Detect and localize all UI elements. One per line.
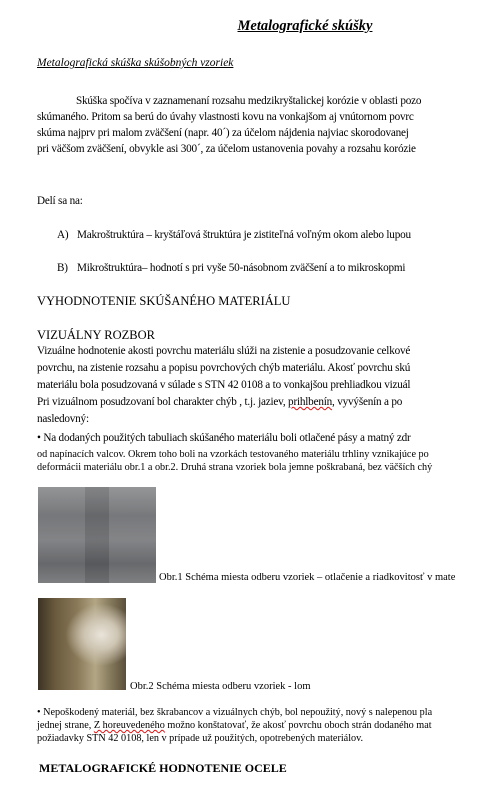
visual-line-5: nasledovný: bbox=[37, 413, 89, 425]
divide-label: Delí sa na: bbox=[37, 195, 83, 207]
figure-2-photo bbox=[38, 598, 126, 690]
section-heading-metallography: METALOGRAFICKÉ HODNOTENIE OCELE bbox=[39, 761, 287, 775]
subtitle: Metalografická skúška skúšobných vzoriek bbox=[37, 57, 234, 69]
bullet1-line-2: od napínacích valcov. Okrem toho boli na vzorkách testovaného materiálu trhliny vznikajúce po bbox=[37, 449, 429, 460]
list-marker-b: B) bbox=[57, 262, 68, 274]
page-title: Metalografické skúšky bbox=[237, 18, 373, 34]
visual-line-1: Vizuálne hodnotenie akosti povrchu materiálu slúži na zistenie a posudzovanie celkové bbox=[37, 345, 411, 357]
bullet2-line-2-end: možno konštatovať, že akosť povrchu oboch strán dodaného mat bbox=[164, 720, 432, 731]
bullet2-line-1: • Nepoškodený materiál, bez škrabancov a vizuálnych chýb, bol nepoužitý, nový s nalepenou pla bbox=[37, 707, 433, 718]
figure-2-caption: Obr.2 Schéma miesta odberu vzoriek - lom bbox=[130, 681, 311, 692]
bullet2-line-2 bbox=[37, 720, 432, 731]
list-item-b: Mikroštruktúra– hodnotí s pri vyše 50-násobnom zväčšení a to mikroskopmi bbox=[77, 262, 406, 274]
visual-line-2: povrchu, na zistenie rozsahu a popisu povrchových chýb materiálu. Akosť povrchu skú bbox=[37, 362, 411, 374]
bullet1-line-1: • Na dodaných použitých tabuliach skúšaného materiálu boli otlačené pásy a matný zdr bbox=[37, 432, 411, 444]
visual-line-4-end: , vyvýšenín a po bbox=[332, 396, 403, 408]
visual-line-4 bbox=[37, 396, 402, 408]
bullet2-line-2-start: jednej strane, bbox=[37, 720, 94, 731]
figure-1-photo bbox=[38, 487, 156, 583]
visual-heading: VIZUÁLNY ROZBOR bbox=[37, 328, 155, 342]
misspelled-word-2: Z horeuvedeného bbox=[93, 720, 165, 731]
section-heading-evaluation: VYHODNOTENIE SKÚŠANÉHO MATERIÁLU bbox=[37, 294, 291, 308]
visual-line-4-start: Pri vizuálnom posudzovaní bol charakter chýb , t.j. jaziev, bbox=[37, 396, 289, 408]
list-item-a: Makroštruktúra – kryštáľová štruktúra je zistiteľná voľným okom alebo lupou bbox=[77, 229, 411, 241]
intro-line-3: skúma najprv pri malom zväčšení (napr. 40´) za účelom nájdenia najviac skorodovanej bbox=[37, 127, 409, 139]
visual-line-3: materiálu bola posudzovaná v súlade s STN 42 0108 a to vonkajšou prehliadkou vizuál bbox=[37, 379, 411, 391]
list-marker-a: A) bbox=[57, 229, 69, 241]
intro-line-2: skúmaného. Pritom sa berú do úvahy vlastnosti kovu na vonkajšom aj vnútornom povrc bbox=[37, 111, 414, 123]
misspelled-word: prihlbenín bbox=[288, 396, 333, 408]
figure-1-caption: Obr.1 Schéma miesta odberu vzoriek – otlačenie a riadkovitosť v mate bbox=[159, 572, 456, 583]
intro-line-1: Skúška spočíva v zaznamenaní rozsahu medzikryštalickej korózie v oblasti pozo bbox=[76, 95, 422, 107]
bullet1-line-3: deformácii materiálu obr.1 a obr.2. Druhá strana vzoriek bola jemne poškrabaná, bez väčších chý bbox=[37, 462, 433, 473]
intro-line-4: pri väčšom zväčšení, obvykle asi 300´, za účelom ustanovenia povahy a rozsahu korózie bbox=[37, 143, 416, 155]
bullet2-line-3: požiadavky STN 42 0108, len v prípade už použitých, opotrebených materiálov. bbox=[37, 733, 364, 744]
